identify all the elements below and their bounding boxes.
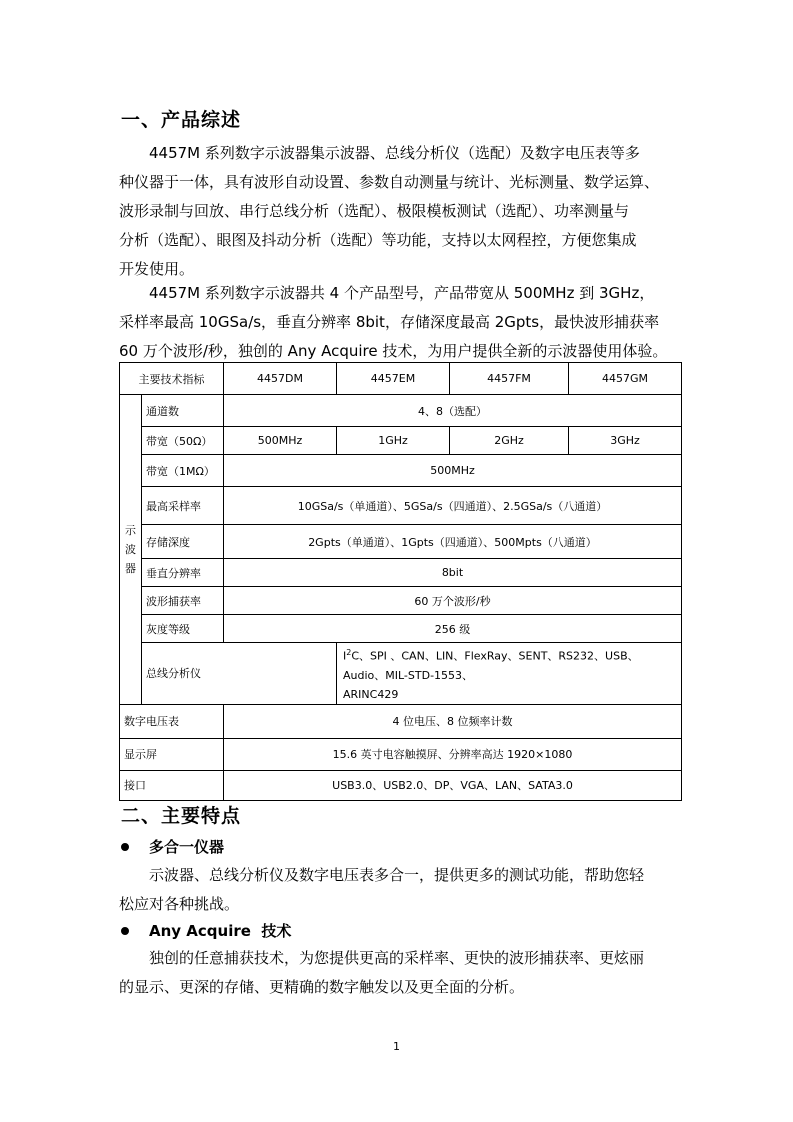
- vertical-resolution-value: 8bit: [224, 559, 682, 587]
- bus-protocol-sup: 2: [346, 648, 352, 657]
- bandwidth-50-value: 2GHz: [450, 427, 569, 455]
- bus-protocol-list-2: ARINC429: [343, 687, 399, 701]
- bandwidth-50-value: 1GHz: [337, 427, 450, 455]
- group-char: 波: [125, 542, 136, 556]
- section-2-title: 二、主要特点: [121, 805, 242, 827]
- paragraph-line: 分析（选配）、眼图及抖动分析（选配）等功能，支持以太网程控，方便您集成: [119, 231, 637, 249]
- model-4457fm: 4457FM: [450, 363, 569, 395]
- paragraph-line: 60 万个波形/秒，独创的 Any Acquire 技术，为用户提供全新的示波器使用体验。: [119, 342, 668, 360]
- paragraph-line: 采样率最高 10GSa/s，垂直分辨率 8bit，存储深度最高 2Gpts，最快波形捕获率: [119, 313, 660, 331]
- paragraph-line: 独创的任意捕获技术，为您提供更高的采样率、更快的波形捕获率、更炫丽: [149, 949, 645, 967]
- bandwidth-1m-value: 500MHz: [224, 455, 682, 487]
- display-label: 显示屏: [120, 738, 224, 770]
- spec-table: [119, 362, 682, 801]
- group-char: 示: [125, 523, 136, 537]
- paragraph-line: 4457M 系列数字示波器共 4 个产品型号，产品带宽从 500MHz 到 3GHz，: [149, 284, 655, 302]
- feature-1-text: [119, 861, 676, 919]
- sample-rate-label: 最高采样率: [142, 487, 224, 525]
- sample-rate-value: 10GSa/s（单通道）、5GSa/s（四通道）、2.5GSa/s（八通道）: [224, 487, 682, 525]
- oscilloscope-group-label: [120, 395, 142, 705]
- waveform-rate-label: 波形捕获率: [142, 587, 224, 615]
- bus-protocol-list: C、SPI 、CAN、LIN、FlexRay、SENT、RS232、USB、Audio、MIL-STD-1553、: [343, 649, 639, 682]
- waveform-rate-value: 60 万个波形/秒: [224, 587, 682, 615]
- feature-1-title: 多合一仪器: [149, 838, 225, 856]
- bullet-icon: [121, 843, 129, 851]
- memory-depth-label: 存储深度: [142, 525, 224, 559]
- channels-label: 通道数: [142, 395, 224, 427]
- bandwidth-50-value: 3GHz: [569, 427, 682, 455]
- paragraph-line: 示波器、总线分析仪及数字电压表多合一，提供更多的测试功能，帮助您轻: [149, 866, 645, 884]
- model-4457em: 4457EM: [337, 363, 450, 395]
- grayscale-label: 灰度等级: [142, 615, 224, 643]
- ports-value: USB3.0、USB2.0、DP、VGA、LAN、SATA3.0: [224, 770, 682, 800]
- bandwidth-50-label: 带宽（50Ω）: [142, 427, 224, 455]
- paragraph-line: 种仪器于一体，具有波形自动设置、参数自动测量与统计、光标测量、数学运算、: [119, 173, 660, 191]
- bus-analyzer-label: 总线分析仪: [142, 643, 337, 705]
- memory-depth-value: 2Gpts（单通道）、1Gpts（四通道）、500Mpts（八通道）: [224, 525, 682, 559]
- feature-2-heading: [121, 920, 291, 941]
- feature-1-heading: [121, 836, 224, 857]
- vertical-resolution-label: 垂直分辨率: [142, 559, 224, 587]
- dvm-label: 数字电压表: [120, 704, 224, 738]
- table-header-label: 主要技术指标: [120, 363, 224, 395]
- bus-analyzer-value: [337, 643, 682, 705]
- paragraph-line: 4457M 系列数字示波器集示波器、总线分析仪（选配）及数字电压表等多: [149, 144, 640, 162]
- section-1-title: 一、产品综述: [121, 109, 242, 131]
- paragraph-line: 的显示、更深的存储、更精确的数字触发以及更全面的分析。: [119, 978, 525, 996]
- ports-label: 接口: [120, 770, 224, 800]
- bandwidth-1m-label: 带宽（1MΩ）: [142, 455, 224, 487]
- bullet-icon: [121, 927, 129, 935]
- group-char: 器: [125, 561, 136, 575]
- paragraph-line: 波形录制与回放、串行总线分析（选配）、极限模板测试（选配）、功率测量与: [119, 202, 630, 220]
- paragraph-line: 开发使用。: [119, 260, 195, 278]
- overview-paragraph-2: [119, 279, 676, 366]
- grayscale-value: 256 级: [224, 615, 682, 643]
- page-number: 1: [393, 1040, 400, 1053]
- paragraph-line: 松应对各种挑战。: [119, 895, 240, 913]
- model-4457dm: 4457DM: [224, 363, 337, 395]
- overview-paragraph-1: [119, 139, 676, 284]
- dvm-value: 4 位电压、8 位频率计数: [224, 704, 682, 738]
- feature-2-title: Any Acquire 技术: [149, 922, 292, 940]
- channels-value: 4、8（选配）: [224, 395, 682, 427]
- bandwidth-50-value: 500MHz: [224, 427, 337, 455]
- model-4457gm: 4457GM: [569, 363, 682, 395]
- display-value: 15.6 英寸电容触摸屏、分辨率高达 1920×1080: [224, 738, 682, 770]
- feature-2-text: [119, 944, 676, 1002]
- bus-protocol-i: I: [343, 649, 347, 663]
